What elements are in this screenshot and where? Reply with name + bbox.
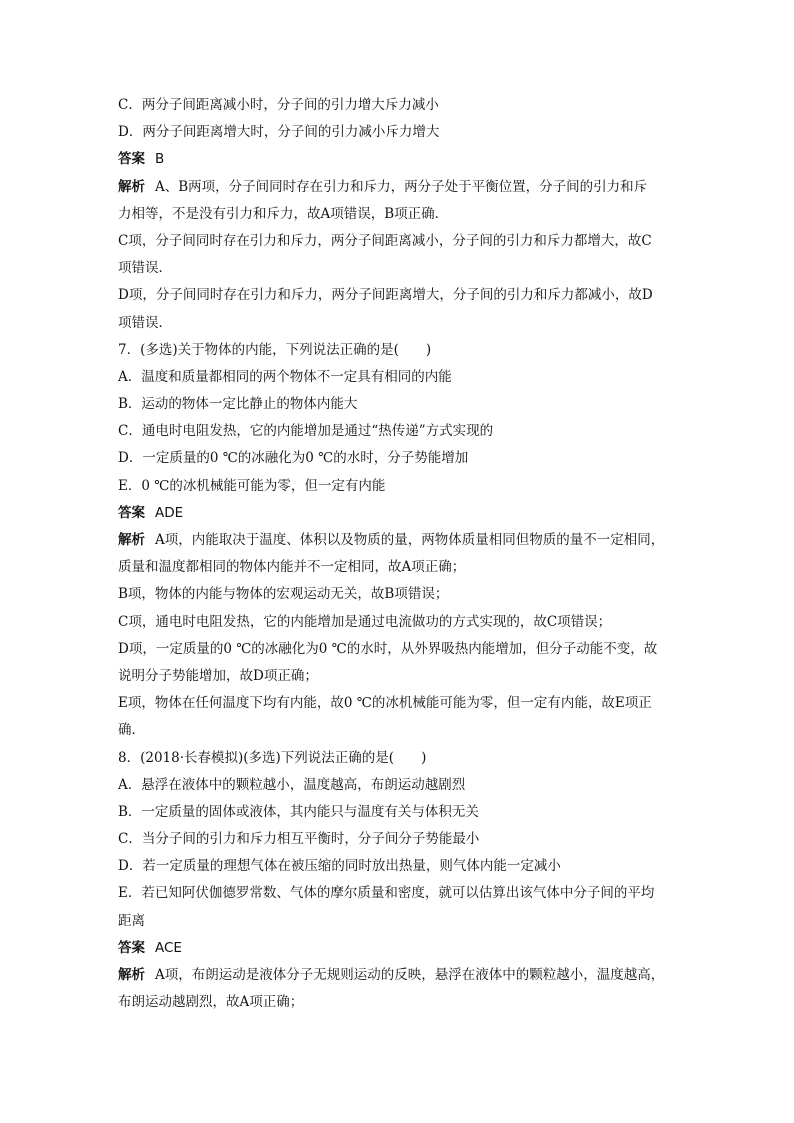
text-line: D项，分子间同时存在引力和斥力，两分子间距离增大，分子间的引力和斥力都减小，故D [118,287,653,304]
text-line: D项，一定质量的0 ℃的冰融化为0 ℃的水时，从外界吸热内能增加，但分子动能不变，故 [118,640,658,657]
answer-label: 答案 [118,504,145,521]
text-line: C．两分子间距离减小时，分子间的引力增大斥力减小 [118,97,439,113]
answer-line [118,500,684,527]
option-line: E．若已知阿伏伽德罗常数、气体的摩尔质量和密度，就可以估算出该气体中分子间的平均 [118,885,655,902]
text-line: 力相等，不是没有引力和斥力，故A项错误，B项正确． [118,205,449,222]
text-line: 布朗运动越剧烈，故A项正确； [118,994,304,1011]
analysis-label: 解析 [118,178,145,195]
option-line: C．通电时电阻发热，它的内能增加是通过“热传递”方式实现的 [118,423,494,440]
answer-value: ACE [155,939,182,956]
answer-label: 答案 [118,151,145,168]
option-line: E．0 ℃的冰机械能可能为零，但一定有内能 [118,477,386,494]
option-line: D．若一定质量的理想气体在被压缩的同时放出热量，则气体内能一定减小 [118,858,561,875]
text-line: C项，通电时电阻发热，它的内能增加是通过电流做功的方式实现的，故C项错误； [118,613,612,630]
text-line: E项，物体在任何温度下均有内能，故0 ℃的冰机械能可能为零，但一定有内能，故E项正 [118,695,652,712]
option-line: B．一定质量的固体或液体，其内能只与温度有关与体积无关 [118,803,479,820]
answer-value: ADE [155,504,184,521]
option-line: A．温度和质量都相同的两个物体不一定具有相同的内能 [118,368,452,385]
option-line: B．运动的物体一定比静止的物体内能大 [118,396,358,413]
text-line: 质量和温度都相同的物体内能并不一定相同，故A项正确； [118,559,466,576]
text-line: D．两分子间距离增大时，分子间的引力减小斥力增大 [118,124,440,141]
answer-line [118,935,684,962]
analysis-label: 解析 [118,532,145,548]
analysis-line: 解析 A项，布朗运动是液体分子无规则运动的反映，悬浮在液体中的颗粒越小，温度越高， [118,967,665,983]
question-8-stem: 8．(2018·长春模拟)(多选)下列说法正确的是( ) [118,749,427,766]
document-page [118,92,684,1016]
answer-value: B [155,151,165,168]
answer-label: 答案 [118,939,145,956]
text-line: 项错误． [118,314,172,331]
answer-line [118,146,684,173]
text-line: 确． [118,722,145,739]
option-line: 距离 [118,912,145,929]
text-line: 说明分子势能增加，故D项正确； [118,667,318,684]
text-line: C项，分子间同时存在引力和斥力，两分子间距离减小，分子间的引力和斥力都增大，故C [118,232,652,249]
question-7-stem: 7．(多选)关于物体的内能，下列说法正确的是( ) [118,341,432,358]
analysis-line: 解析 A项，内能取决于温度、体积以及物质的量，两物体质量相同但物质的量不一定相同， [118,532,665,548]
text-line: 项错误． [118,260,172,277]
text-line: B项，物体的内能与物体的宏观运动无关，故B项错误； [118,586,449,603]
analysis-label: 解析 [118,967,145,983]
option-line: D．一定质量的0 ℃的冰融化为0 ℃的水时，分子势能增加 [118,450,469,467]
analysis-line: 解析 A、B两项，分子间同时存在引力和斥力，两分子处于平衡位置，分子间的引力和斥 [118,178,648,195]
option-line: A．悬浮在液体中的颗粒越小，温度越高，布朗运动越剧烈 [118,776,466,793]
option-line: C．当分子间的引力和斥力相互平衡时，分子间分子势能最小 [118,831,480,848]
